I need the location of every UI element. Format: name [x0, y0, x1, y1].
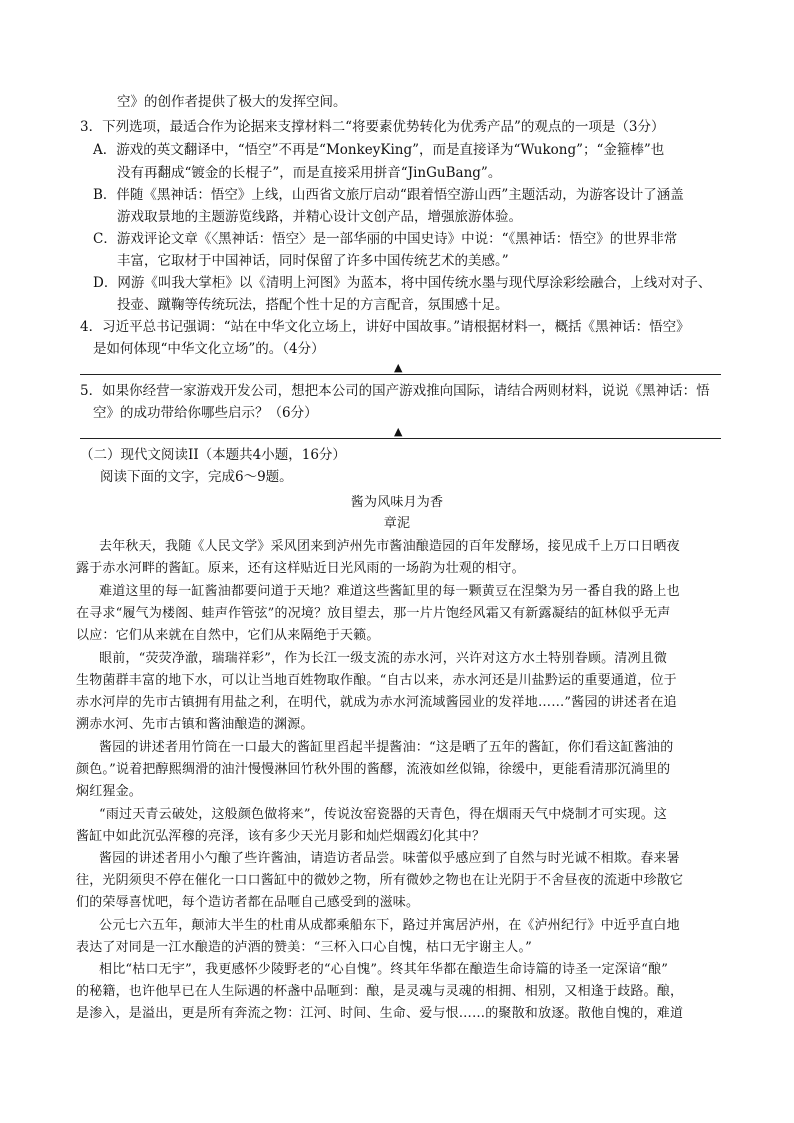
article-line: 难道这里的每一缸酱油都要问道于天地？难道这些酱缸里的每一颗黄豆在涅槃为另一番自我的路上也 [99, 584, 680, 599]
answer-marker-q4: ▲ [394, 361, 403, 374]
answer-rule-q4 [80, 374, 721, 375]
article-line: 酱园的讲述者用竹筒在一口最大的酱缸里舀起半提酱油：“这是晒了五年的酱缸，你们看这缸酱油的 [99, 740, 674, 755]
q3-option-a-line1: A．游戏的英文翻译中，“悟空”不再是“MonkeyKing”，而是直接译为“Wukong”；“金箍棒”也 [93, 142, 665, 158]
article-line: 表达了对同是一江水酿造的泸酒的赞美：“三杯入口心自愧，枯口无宇谢主人。” [76, 940, 532, 955]
article-line: 往，光阴须臾不停在催化一口口酱缸中的微妙之物，所有微妙之物也在让光阴于不舍昼夜的流逝中珍散它 [76, 873, 684, 888]
q3-option-c-line1: C．游戏评论文章《〈黑神话：悟空〉是一部华丽的中国史诗》中说：“《黑神话：悟空》的世界非常 [93, 231, 678, 247]
article-line: “雨过天青云破处，这般颜色做将来”，传说汝窑瓷器的天青色，得在烟雨天气中烧制才可实现。这 [99, 807, 668, 822]
article-line: 们的荣辱喜忧吧，每个造访者都在品咂自己感受到的滋味。 [76, 895, 420, 910]
article-line: 是渗入，是溢出，更是所有奔流之物：江河、时间、生命、爱与恨……的聚散和放逐。散他自愧的，难道 [76, 1006, 684, 1021]
q3-option-d-line1: D．网游《叫我大掌柜》以《清明上河图》为蓝本，将中国传统水墨与现代厚涂彩绘融合，上线对对子、 [93, 275, 712, 291]
article-line: 公元七六五年，颠沛大半生的杜甫从成都乘船东下，路过并寓居泸州，在《泸州纪行》中近乎直白地 [99, 918, 680, 933]
article-line: 酱缸中如此沉弘浑穆的亮泽，该有多少天光月影和灿烂烟霞幻化其中？ [76, 829, 486, 844]
article-line: 赤水河岸的先市古镇拥有用盐之利，在明代，就成为赤水河流域酱园业的发祥地……”酱园的讲述者在追 [76, 695, 677, 710]
article-line: 露于赤水河畔的酱缸。原来，还有这样贴近日光风雨的一场韵为壮观的相守。 [76, 561, 525, 576]
article-line: 眼前，“荧荧净澈，瑞瑞祥彩”，作为长江一级支流的赤水河，兴许对这方水土特别眷顾。清冽且微 [99, 651, 668, 666]
q3-option-a-line2: 没有再翻成“镀金的长棍子”，而是直接采用拼音“JinGuBang”。 [117, 165, 502, 181]
section2-instruction: 阅读下面的文字，完成6～9题。 [100, 469, 293, 485]
article-line: 生物菌群丰富的地下水，可以让当地百姓物取作酿。“自古以来，赤水河还是川盐黔运的重要通道，位于 [76, 673, 677, 688]
q3-option-b-line1: B．伴随《黑神话：悟空》上线，山西省文旅厅启动“跟着悟空游山西”主题活动，为游客设计了涵盖 [93, 187, 684, 203]
q2-tail-text: 空》的创作者提供了极大的发挥空间。 [117, 94, 347, 110]
article-line: 去年秋天，我随《人民文学》采风团来到泸州先市酱油酿造园的百年发酵场，接见成千上万口日晒夜 [99, 539, 680, 554]
q3-option-b-line2: 游戏取景地的主题游览线路，并精心设计文创产品，增强旅游体验。 [117, 209, 522, 225]
article-title: 酱为风味月为香 [350, 495, 444, 510]
q4-line1: 4．习近平总书记强调：“站在中华文化立场上，讲好中国故事。”请根据材料一，概括《黑神话：悟空》 [80, 319, 690, 335]
article-line: 焖红猩金。 [76, 784, 143, 799]
article-line: 在寻求“履气为楼阁、蛙声作管弦”的况境？放目望去，那一片片饱经风霜又有新露凝结的缸林似乎无声 [76, 606, 671, 621]
q3-option-d-line2: 投壶、蹴鞠等传统玩法，搭配个性十足的方言配音，氛围感十足。 [117, 297, 509, 313]
article-line: 颜色。”说着把醇熙绸滑的油汁慢慢淋回竹秋外围的酱醪，流液如丝似锦，徐缓中，更能看清那沉淌里的 [76, 762, 671, 777]
article-line: 溯赤水河、先市古镇和酱油酿造的渊源。 [76, 717, 314, 732]
article-line: 相比“枯口无宇”，我更感怀少陵野老的“心自愧”。终其年华都在酿造生命诗篇的诗圣一定深谙“酿” [99, 962, 669, 977]
q3-stem: 3．下列选项，最适合作为论据来支撑材料二“将要素优势转化为优秀产品”的观点的一项是（3分） [80, 119, 665, 135]
article-line: 的秘籍，也许他早已在人生际遇的杯盏中品咂到：酿，是灵魂与灵魂的相拥、相别，又相逢于歧路。酿， [76, 984, 684, 999]
section2-heading: （二）现代文阅读II（本题共4小题，16分） [80, 447, 346, 463]
answer-rule-q5 [80, 438, 721, 439]
q5-line2: 空》的成功带给你哪些启示？（6分） [93, 405, 318, 421]
q3-option-c-line2: 丰富，它取材于中国神话，同时保留了许多中国传统艺术的美感。” [117, 253, 509, 269]
article-author: 章泥 [383, 516, 411, 531]
q5-line1: 5．如果你经营一家游戏开发公司，想把本公司的国产游戏推向国际，请结合两则材料，说说《黑神话：悟 [80, 383, 710, 399]
article-line: 以应：它们从来就在自然中，它们从来隔绝于天籁。 [76, 628, 380, 643]
article-line: 酱园的讲述者用小勺酿了些许酱油，请造访者品尝。味蕾似乎感应到了自然与时光诚不相欺。春来暑 [99, 851, 680, 866]
q4-line2: 是如何体现“中华文化立场”的。（4分） [93, 341, 325, 357]
answer-marker-q5: ▲ [394, 425, 403, 438]
